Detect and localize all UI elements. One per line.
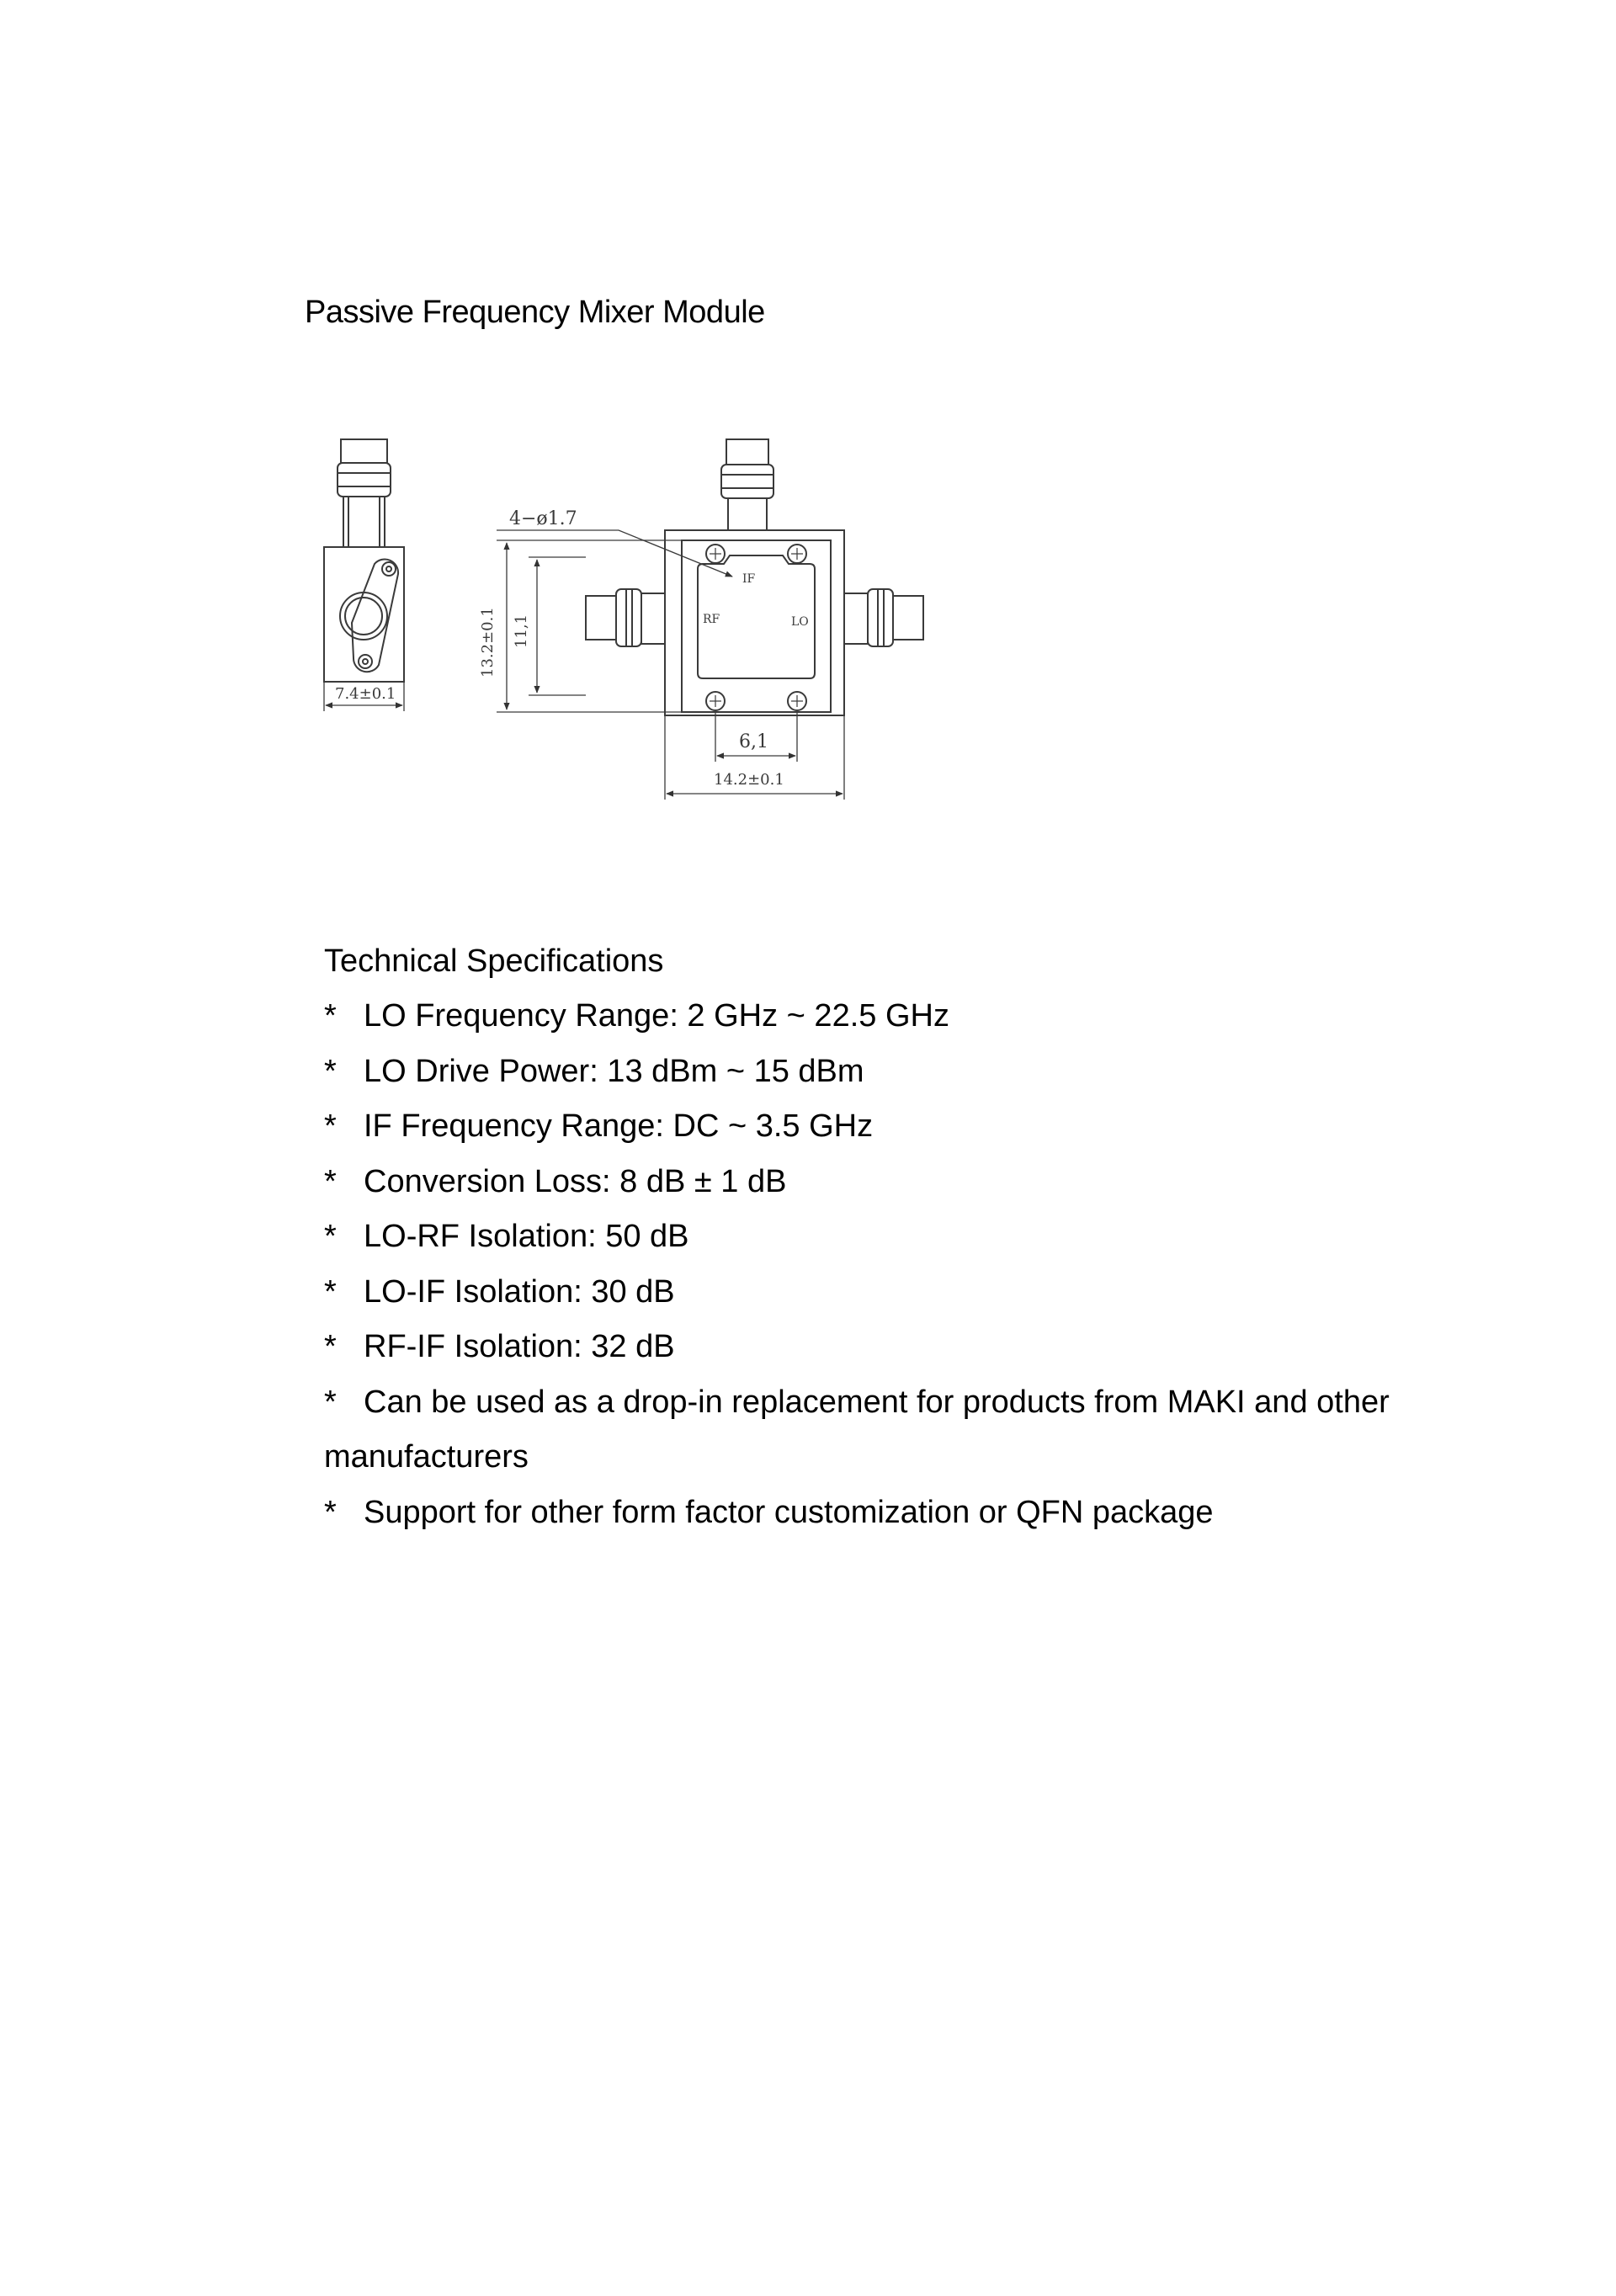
bullet-asterisk: * xyxy=(324,1053,337,1089)
bullet-asterisk: * xyxy=(324,1219,337,1254)
spec-item xyxy=(324,1320,1486,1375)
bullet-asterisk: * xyxy=(324,1494,337,1530)
spec-text: Can be used as a drop-in replacement for products from MAKI and other manufacturers xyxy=(324,1384,1390,1475)
spec-list xyxy=(324,989,1486,1540)
spec-item xyxy=(324,1099,1486,1155)
page-title: Passive Frequency Mixer Module xyxy=(305,295,765,330)
bullet-asterisk: * xyxy=(324,1273,337,1310)
spec-text: Conversion Loss: 8 dB ± 1 dB xyxy=(364,1163,787,1199)
spec-text: RF-IF Isolation: 32 dB xyxy=(364,1329,675,1364)
bullet-asterisk: * xyxy=(324,998,337,1034)
bullet-asterisk: * xyxy=(324,1108,337,1144)
spec-item xyxy=(324,1485,1486,1541)
spec-item xyxy=(324,1265,1486,1321)
spec-text: LO-RF Isolation: 50 dB xyxy=(364,1219,689,1254)
bullet-asterisk: * xyxy=(324,1163,337,1199)
if-port-label: IF xyxy=(742,572,756,586)
bullet-asterisk: * xyxy=(324,1329,337,1364)
spec-text: Support for other form factor customization or QFN package xyxy=(364,1494,1214,1530)
spec-text: LO-IF Isolation: 30 dB xyxy=(364,1273,675,1310)
hole-spec-label: 4−ø1.7 xyxy=(509,508,577,529)
specs-heading: Technical Specifications xyxy=(324,943,664,979)
bullet-asterisk: * xyxy=(324,1384,337,1420)
side-view xyxy=(324,439,404,711)
inner-height-dimension: 11,1 xyxy=(513,614,530,648)
spec-text: LO Frequency Range: 2 GHz ~ 22.5 GHz xyxy=(364,998,949,1034)
side-width-dimension: 7.4±0.1 xyxy=(335,685,396,703)
spec-item xyxy=(324,1375,1486,1485)
body-width-dimension: 14.2±0.1 xyxy=(714,771,784,789)
outer-height-dimension: 13.2±0.1 xyxy=(479,607,497,678)
spec-text: IF Frequency Range: DC ~ 3.5 GHz xyxy=(364,1108,874,1144)
spec-text: LO Drive Power: 13 dBm ~ 15 dBm xyxy=(364,1053,864,1089)
hole-spacing-dimension: 6,1 xyxy=(739,731,768,752)
spec-item xyxy=(324,1209,1486,1265)
lo-port-label: LO xyxy=(791,615,809,629)
spec-item xyxy=(324,989,1486,1044)
mechanical-drawing xyxy=(311,421,1002,816)
rf-port-label: RF xyxy=(703,613,720,626)
spec-item xyxy=(324,1044,1486,1100)
technical-specifications xyxy=(324,934,1486,1540)
spec-item xyxy=(324,1155,1486,1210)
